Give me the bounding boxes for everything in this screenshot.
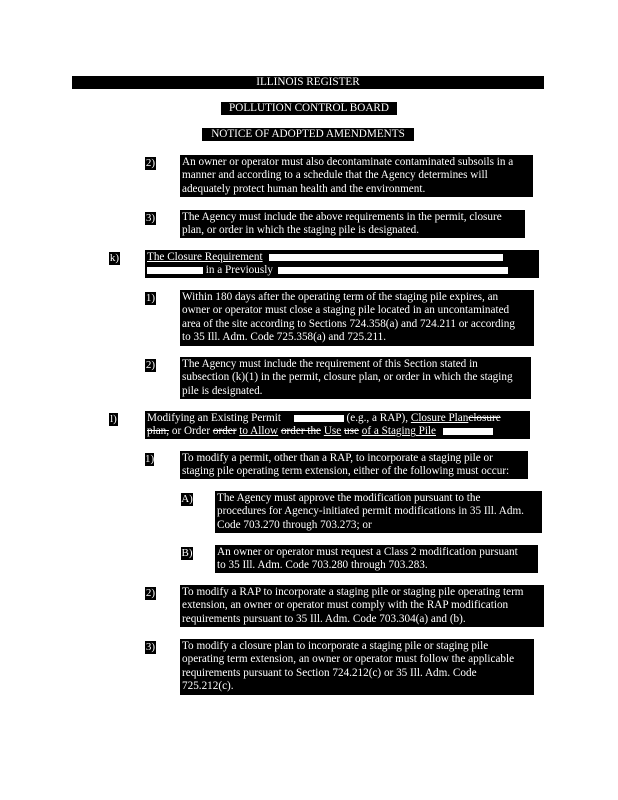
text-line: requirements pursuant to Section 724.212(c) or 35 Ill. Adm. Code xyxy=(182,666,477,679)
text-line: Within 180 days after the operating term of the staging pile expires, an xyxy=(182,291,499,303)
item-l2-text xyxy=(180,585,544,627)
item-l3-text xyxy=(180,639,534,695)
text-fragment: Modifying an Existing Permit xyxy=(147,412,281,424)
text-line: The Agency must approve the modification pursuant to the xyxy=(217,492,481,504)
text-line: The Agency must include the requirement of this Section stated in xyxy=(182,358,478,370)
text-line: To modify a closure plan to incorporate a staging pile or staging pile xyxy=(182,640,489,652)
text-fragment: or Order xyxy=(171,425,211,438)
underlined-text: Closure Plan xyxy=(410,412,469,424)
text-line: manner and according to a schedule that the Agency determines will xyxy=(182,169,488,182)
text-fragment: in a Previously xyxy=(205,264,273,277)
item-B-label: B) xyxy=(181,547,193,559)
text-line: An owner or operator must also decontaminate contaminated subsoils in a xyxy=(182,156,514,168)
section-k-heading xyxy=(145,250,539,278)
text-line xyxy=(147,425,528,438)
text-line xyxy=(147,412,528,425)
struck-text: plan, xyxy=(147,425,170,438)
item-l3-label: 3) xyxy=(145,641,156,653)
item-k2-text xyxy=(180,357,531,399)
redaction-mark xyxy=(147,267,203,274)
underlined-text: to Allow xyxy=(239,425,279,438)
text-fragment: (e.g., a RAP), xyxy=(346,412,409,424)
item-l2-label: 2) xyxy=(145,587,156,599)
text-line: An owner or operator must request a Class 2 modification pursuant xyxy=(217,546,518,558)
redaction-mark xyxy=(443,428,493,435)
text-line: To modify a permit, other than a RAP, to incorporate a staging pile or xyxy=(182,452,493,464)
section-k-label: k) xyxy=(109,252,120,264)
redaction-mark xyxy=(269,254,503,261)
underlined-text: The Closure Requirement xyxy=(147,251,263,263)
text-line: extension, an owner or operator must comply with the RAP modification xyxy=(182,599,509,612)
text-line: owner or operator must close a staging pile located in an uncontaminated xyxy=(182,304,510,317)
text-line: adequately protect human health and the environment. xyxy=(182,182,426,195)
struck-text: use xyxy=(344,425,359,438)
text-line: requirements pursuant to 35 Ill. Adm. Code 703.304(a) and (b). xyxy=(182,612,466,625)
text-line xyxy=(147,264,537,277)
item-B-text xyxy=(215,545,538,573)
notice-title: NOTICE OF ADOPTED AMENDMENTS xyxy=(202,128,414,141)
text-line: operating term extension, an owner or operator must follow the applicable xyxy=(182,653,515,666)
register-title: ILLINOIS REGISTER xyxy=(72,76,544,89)
item-2-text xyxy=(180,155,533,197)
text-line xyxy=(147,251,537,264)
struck-text: order the xyxy=(280,425,322,438)
item-2-label: 2) xyxy=(145,157,156,169)
text-line: The Agency must include the above requirements in the permit, closure xyxy=(182,211,502,223)
text-line: plan, or order in which the staging pile is designated. xyxy=(182,224,420,237)
struck-text: order xyxy=(212,425,237,438)
text-line: to 35 Ill. Adm. Code 725.358(a) and 725.211. xyxy=(182,331,387,344)
text-line: 725.212(c). xyxy=(182,680,234,693)
item-l1-text xyxy=(180,451,528,479)
item-k1-text xyxy=(180,290,534,346)
item-A-label: A) xyxy=(181,493,193,505)
text-line: Code 703.270 through 703.273; or xyxy=(217,518,372,531)
text-line: staging pile operating term extension, either of the following must occur: xyxy=(182,465,510,478)
text-line: area of the site according to Sections 724.358(a) and 724.211 or according xyxy=(182,317,515,330)
section-l-label: l) xyxy=(110,413,117,425)
text-line: subsection (k)(1) in the permit, closure plan, or order in which the staging xyxy=(182,371,513,384)
item-3-label: 3) xyxy=(145,212,156,224)
item-k2-label: 2) xyxy=(145,359,156,371)
underlined-text: Use xyxy=(323,425,342,438)
item-3-text xyxy=(180,210,525,238)
text-line: procedures for Agency-initiated permit modifications in 35 Ill. Adm. xyxy=(217,505,524,518)
text-line: To modify a RAP to incorporate a staging pile or staging pile operating term xyxy=(182,586,524,598)
board-title: POLLUTION CONTROL BOARD xyxy=(221,102,397,115)
item-k1-label: 1) xyxy=(145,292,156,304)
text-line: to 35 Ill. Adm. Code 703.280 through 703.283. xyxy=(217,559,428,572)
underlined-text: of a Staging Pile xyxy=(361,425,436,438)
section-l-heading xyxy=(145,411,530,439)
text-line: pile is designated. xyxy=(182,384,263,397)
struck-text: closure xyxy=(468,412,501,424)
redaction-mark xyxy=(294,415,344,422)
redaction-mark xyxy=(278,267,508,274)
item-l1-label: 1) xyxy=(145,453,155,465)
item-A-text xyxy=(215,491,542,533)
